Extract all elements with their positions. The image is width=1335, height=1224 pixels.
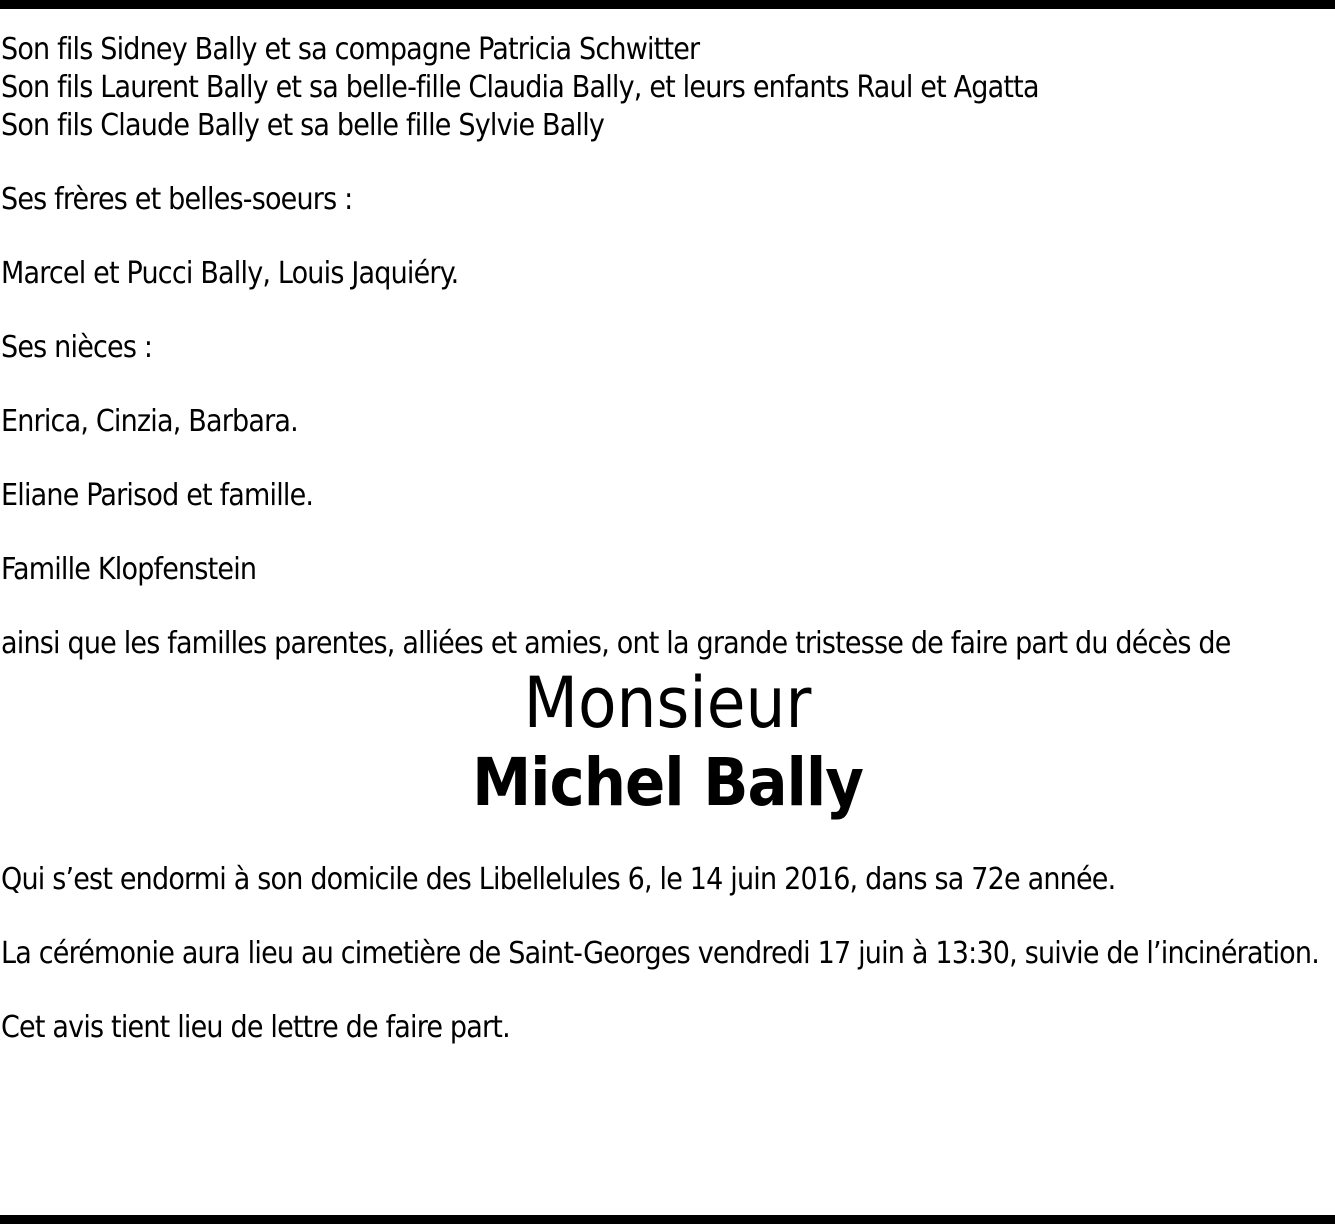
- nieces-list: Enrica, Cinzia, Barbara.: [1, 404, 298, 439]
- announcement-text: ainsi que les familles parentes, alliées et amies, ont la grande tristesse de faire part du décès de: [1, 626, 1231, 661]
- honorific-title: Monsieur: [523, 662, 812, 744]
- family-line: Son fils Laurent Bally et sa belle-fille Claudia Bally, et leurs enfants Raul et Agatta: [1, 70, 1039, 105]
- spacer: [1, 589, 1334, 625]
- closing-text: Cet avis tient lieu de lettre de faire part.: [1, 1010, 510, 1045]
- siblings-list: Marcel et Pucci Bally, Louis Jaquiéry.: [1, 256, 459, 291]
- spacer: [1, 441, 1334, 477]
- bottom-rule: [0, 1215, 1335, 1224]
- siblings-heading: Ses frères et belles-soeurs :: [1, 182, 353, 217]
- spacer: [1, 899, 1334, 935]
- nieces-heading: Ses nièces :: [1, 330, 153, 365]
- spacer: [1, 823, 1334, 861]
- spacer: [1, 367, 1334, 403]
- obituary-notice: [1, 31, 1334, 1047]
- family-line: Son fils Claude Bally et sa belle fille Sylvie Bally: [1, 108, 605, 143]
- deceased-name: Michel Bally: [472, 744, 863, 821]
- spacer: [1, 293, 1334, 329]
- spacer: [1, 973, 1334, 1009]
- family-line: Son fils Sidney Bally et sa compagne Patricia Schwitter: [1, 32, 700, 67]
- spacer: [1, 145, 1334, 181]
- other-family-line: Eliane Parisod et famille.: [1, 478, 314, 513]
- other-family-line: Famille Klopfenstein: [1, 552, 257, 587]
- ceremony-text: La cérémonie aura lieu au cimetière de Saint-Georges vendredi 17 juin à 13:30, suivie de l’incinération.: [1, 936, 1319, 971]
- spacer: [1, 219, 1334, 255]
- top-rule: [0, 0, 1335, 9]
- death-notice-text: Qui s’est endormi à son domicile des Libellelules 6, le 14 juin 2016, dans sa 72e année.: [1, 862, 1116, 897]
- spacer: [1, 515, 1334, 551]
